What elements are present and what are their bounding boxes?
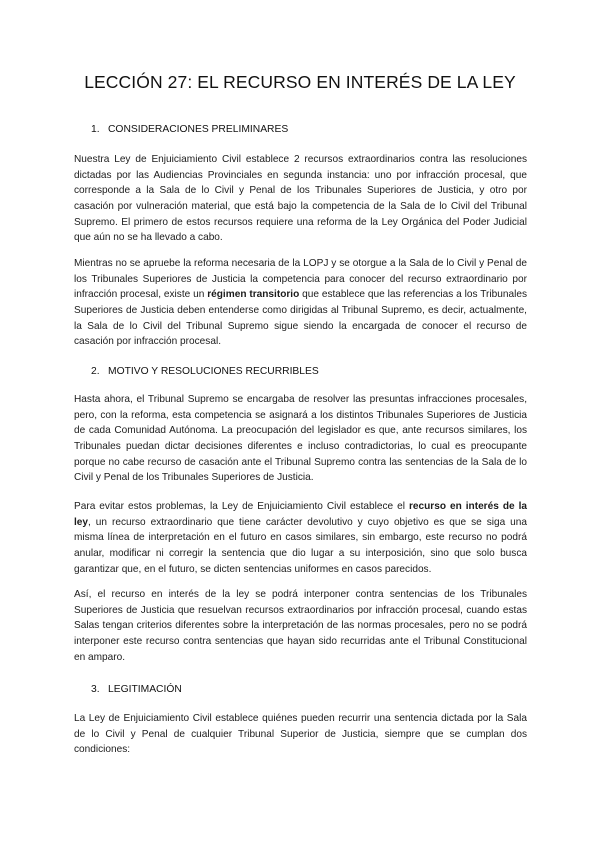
- page-title: LECCIÓN 27: EL RECURSO EN INTERÉS DE LA LEY: [84, 72, 516, 92]
- paragraph-2-3: Así, el recurso en interés de la ley se podrá interponer contra sentencias de los Tribunales Superiores de Justicia que resuelvan recursos extraordinarios por infracción procesal, cuando estas Salas tengan criterios diferentes sobre la interpretación de las normas procesales, pero no se podrá interponer este recurso contra sentencias que hayan sido recurridas ante el Tribunal Constitucional en amparo.: [74, 589, 527, 663]
- section-number-1: 1.: [91, 124, 100, 135]
- paragraph-1-2-text-a: Mientras no se apruebe la reforma necesaria de la LOPJ y se otorgue a la Sala de lo Civil y Penal de los Tribunales Superiores de Justicia la competencia para conocer del recurso extraordinario por infracción procesal, existe un: [74, 258, 527, 301]
- section-heading-2: [91, 366, 319, 377]
- bold-term-recurso-interes-ley: recurso en interés de la ley: [74, 501, 527, 528]
- section-number-3: 3.: [91, 684, 100, 695]
- paragraph-2-2-text-a: Para evitar estos problemas, la Ley de Enjuiciamiento Civil establece el: [74, 501, 409, 512]
- section-title-3: LEGITIMACIÓN: [108, 684, 182, 695]
- paragraph-3-1: La Ley de Enjuiciamiento Civil establece quiénes pueden recurrir una sentencia dictada por la Sala de lo Civil y Penal de cualquier Tribunal Superior de Justicia, siempre que se cumplan dos condiciones:: [74, 713, 527, 756]
- section-title-2: MOTIVO Y RESOLUCIONES RECURRIBLES: [108, 366, 319, 377]
- bold-term-regimen-transitorio: régimen transitorio: [207, 289, 300, 301]
- paragraph-1-1: Nuestra Ley de Enjuiciamiento Civil establece 2 recursos extraordinarios contra las resoluciones dictadas por las Audiencias Provinciales en segunda instancia: uno por infracción procesal, que corresponde a la Sala de lo Civil y Penal de los Tribunales Superiores de Justicia, y otro por casación por vulneración material, que está bajo la competencia de la Sala de lo Civil del Tribunal Supremo. El primero de estos recursos requiere una reforma de la Ley Orgánica del Poder Judicial que aún no se ha llevado a cabo.: [74, 154, 527, 244]
- section-title-1: CONSIDERACIONES PRELIMINARES: [108, 124, 289, 135]
- section-number-2: 2.: [91, 366, 100, 377]
- paragraph-1-2: [74, 256, 527, 350]
- paragraph-2-1: Hasta ahora, el Tribunal Supremo se encargaba de resolver las presuntas infracciones procesales, pero, con la reforma, esta competencia se asignará a los distintos Tribunales Superiores de Justicia de cada Comunidad Autónoma. La preocupación del legislador es que, ante recursos similares, los Tribunales puedan dictar decisiones diferentes e incluso contradictorias, lo cual es preocupante porque no cabe recurso de casación ante el Tribunal Supremo contra las sentencias de la Sala de lo Civil y Penal de los Tribunales Superiores de Justicia.: [74, 394, 527, 484]
- section-heading-3: [91, 684, 182, 695]
- paragraph-2-2: [74, 499, 527, 577]
- section-heading-1: [91, 124, 288, 135]
- paragraph-1-2-text-b: que establece que las referencias a los Tribunales Superiores de Justicia deben entenderse como dirigidas al Tribunal Supremo, es decir, actualmente, la Sala de lo Civil del Tribunal Supremo sigue siendo la encargada de conocer el recurso de casación por infracción procesal.: [74, 289, 528, 348]
- paragraph-2-2-text-b: , un recurso extraordinario que tiene carácter devolutivo y cuyo objetivo es que se siga una misma línea de interpretación en el futuro en casos similares, sin embargo, este recurso no podrá anular, modificar ni corregir la sentencia que dio lugar a su interposición, sino que solo busca garantizar que, en el futuro, se dicten sentencias uniformes en casos parecidos.: [74, 516, 527, 575]
